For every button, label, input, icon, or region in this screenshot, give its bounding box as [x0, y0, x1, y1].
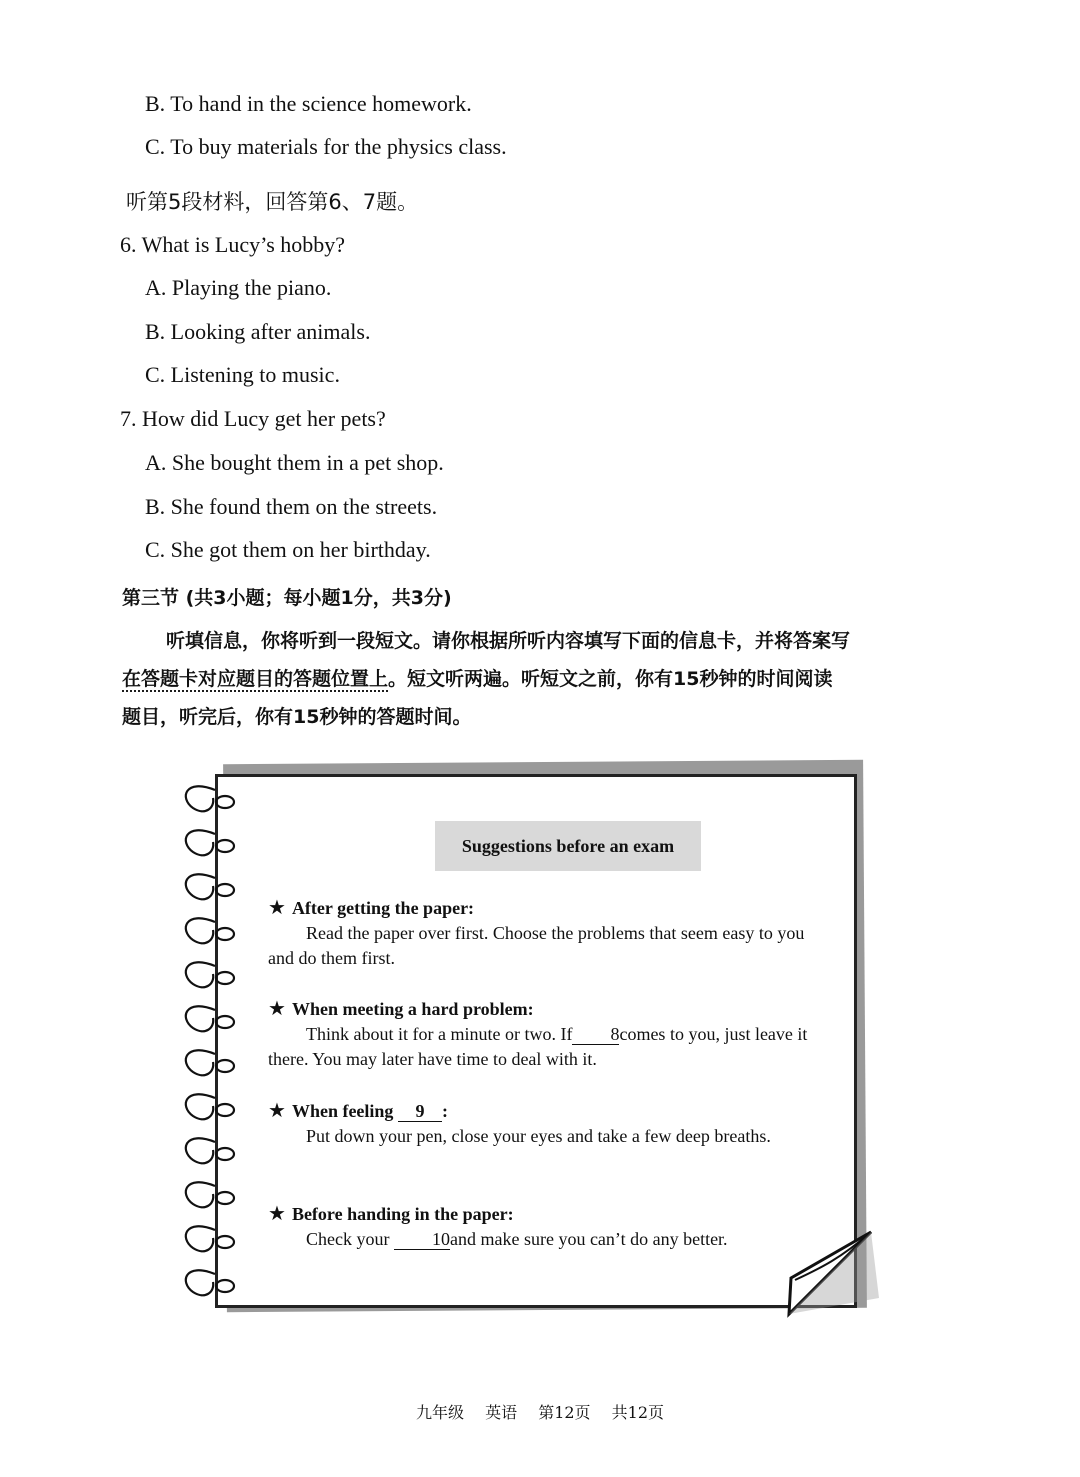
footer-grade: 九年级	[415, 1403, 464, 1422]
q6-option-a: A. Playing the piano.	[145, 275, 332, 300]
footer-subject: 英语	[485, 1403, 518, 1422]
instructions-line-1: 听填信息，你将听到一段短文。请你根据所听内容填写下面的信息卡，并将答案写	[166, 630, 851, 652]
blank-10[interactable]: 10	[394, 1229, 450, 1250]
blank-8[interactable]: 8	[572, 1024, 619, 1045]
part3-heading: 第三节 (共3小题；每小题1分，共3分)	[122, 587, 452, 609]
footer-total: 共12页	[611, 1403, 665, 1422]
q7-option-a: A. She bought them in a pet shop.	[145, 450, 444, 475]
section-hard-problem: ★ When meeting a hard problem: Think about it for a minute or two. If 8comes to you, just leave it there. You may later have time to deal with it.	[268, 996, 808, 1069]
section-when-feeling: ★ When feeling 9 : Put down your pen, close your eyes and take a few deep breaths.	[268, 1098, 771, 1146]
star-icon: ★	[268, 996, 286, 1020]
star-icon: ★	[268, 895, 286, 919]
section-after-getting-paper: ★ After getting the paper: Read the paper over first. Choose the problems that seem easy to you and do them first.	[268, 895, 805, 968]
q7-option-c: C. She got them on her birthday.	[145, 537, 431, 562]
q5-option-c: C. To buy materials for the physics class.	[145, 134, 507, 159]
card-title: Suggestions before an exam	[435, 821, 701, 871]
page-footer	[0, 1400, 1080, 1423]
paper-sheet	[215, 774, 857, 1308]
page-curl-icon	[781, 1228, 881, 1318]
q6-option-b: B. Looking after animals.	[145, 319, 371, 344]
instructions-line-3: 题目，听完后，你有15秒钟的答题时间。	[122, 706, 472, 728]
spiral-binding-icon	[175, 768, 245, 1318]
footer-page: 第12页	[538, 1403, 591, 1422]
q6-option-c: C. Listening to music.	[145, 362, 340, 387]
part3-instructions	[122, 622, 942, 736]
q7-option-b: B. She found them on the streets.	[145, 494, 438, 519]
info-card	[175, 758, 895, 1328]
q6-question: 6. What is Lucy’s hobby?	[120, 232, 346, 257]
section-instruction: 听第5段材料，回答第6、7题。	[126, 190, 419, 214]
star-icon: ★	[268, 1098, 286, 1122]
section-before-handing-in: ★ Before handing in the paper: Check your 10and make sure you can’t do any better.	[268, 1201, 728, 1249]
star-icon: ★	[268, 1201, 286, 1225]
instructions-line-2: 在答题卡对应题目的答题位置上。短文听两遍。听短文之前，你有15秒钟的时间阅读	[122, 668, 833, 690]
blank-9[interactable]: 9	[398, 1101, 442, 1122]
q7-question: 7. How did Lucy get her pets?	[120, 406, 386, 431]
q5-option-b: B. To hand in the science homework.	[145, 91, 472, 116]
